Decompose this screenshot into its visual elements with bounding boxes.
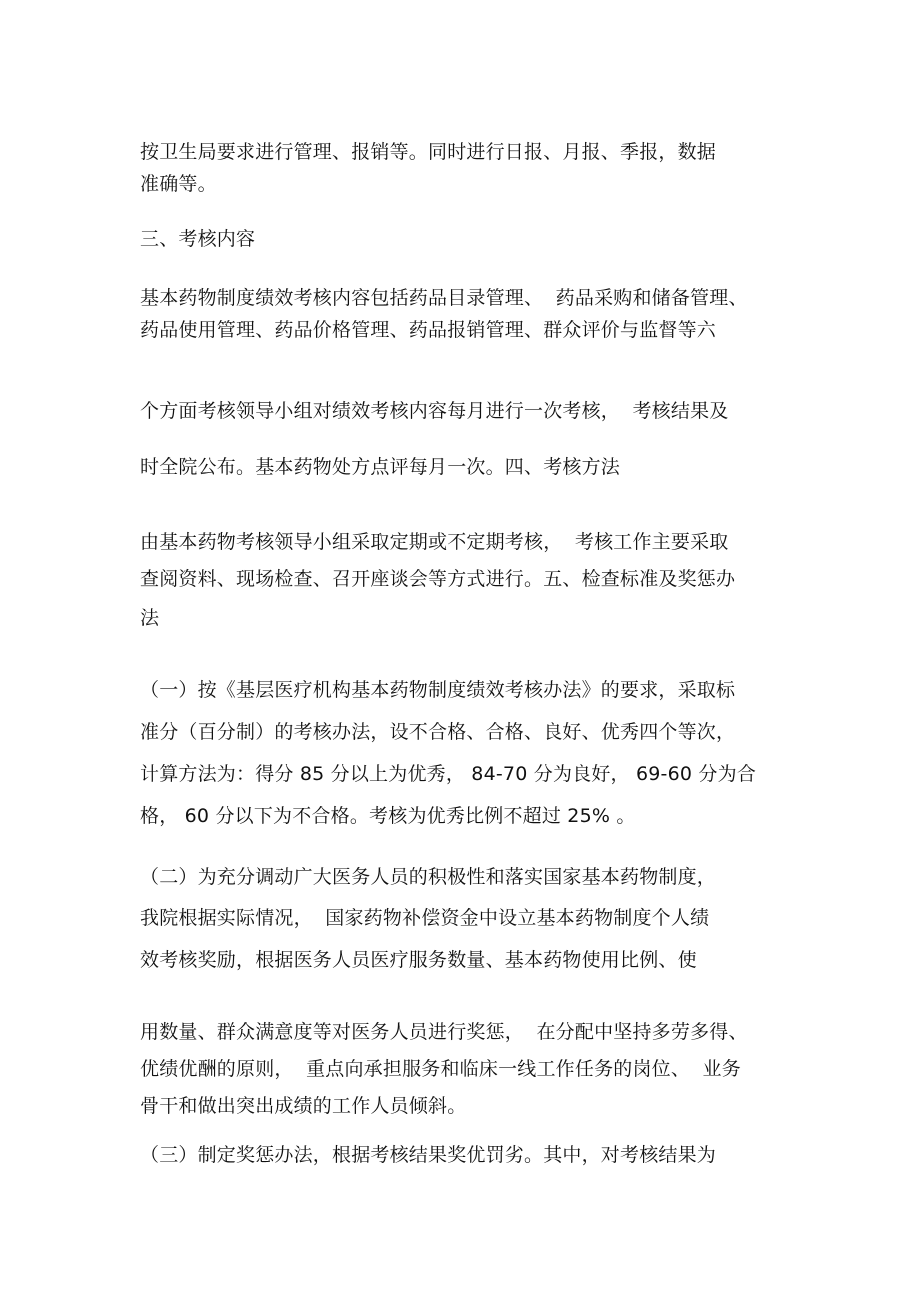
section-heading: 三、考核内容: [140, 228, 256, 250]
text-line: 个方面考核领导小组对绩效考核内容每月进行一次考核， 考核结果及: [140, 400, 729, 422]
text-line: 效考核奖励，根据医务人员医疗服务数量、基本药物使用比例、使: [140, 949, 697, 971]
text-line: 优绩优酬的原则， 重点向承担服务和临床一线工作任务的岗位、 业务: [140, 1058, 741, 1080]
text-line: 查阅资料、现场检查、召开座谈会等方式进行。五、检查标准及奖惩办: [140, 568, 736, 590]
text-line: 骨干和做出突出成绩的工作人员倾斜。: [140, 1095, 467, 1117]
text-line: （二）为充分调动广大医务人员的积极性和落实国家基本药物制度，: [140, 866, 717, 888]
text-line: 按卫生局要求进行管理、报销等。同时进行日报、月报、季报，数据: [140, 141, 717, 163]
text-line: 我院根据实际情况， 国家药物补偿资金中设立基本药物制度个人绩: [140, 907, 710, 929]
text-line: 基本药物制度绩效考核内容包括药品目录管理、 药品采购和储备管理、: [140, 287, 748, 309]
text-line: （三）制定奖惩办法，根据考核结果奖优罚劣。其中，对考核结果为: [140, 1144, 717, 1166]
text-line: 法: [140, 607, 160, 629]
text-line: 计算方法为：得分 85 分以上为优秀， 84-70 分为良好， 69-60 分为合: [140, 763, 757, 785]
text-line: 准分（百分制）的考核办法，设不合格、合格、良好、优秀四个等次，: [140, 721, 736, 743]
text-line: （一）按《基层医疗机构基本药物制度绩效考核办法》的要求，采取标: [140, 679, 736, 701]
text-line: 由基本药物考核领导小组采取定期或不定期考核， 考核工作主要采取: [140, 531, 729, 553]
text-line: 格， 60 分以下为不合格。考核为优秀比例不超过 25% 。: [140, 805, 636, 827]
text-line: 药品使用管理、药品价格管理、药品报销管理、群众评价与监督等六: [140, 319, 717, 341]
text-line: 准确等。: [140, 173, 217, 195]
text-line: 时全院公布。基本药物处方点评每月一次。四、考核方法: [140, 456, 621, 478]
text-line: 用数量、群众满意度等对医务人员进行奖惩， 在分配中坚持多劳多得、: [140, 1021, 748, 1043]
